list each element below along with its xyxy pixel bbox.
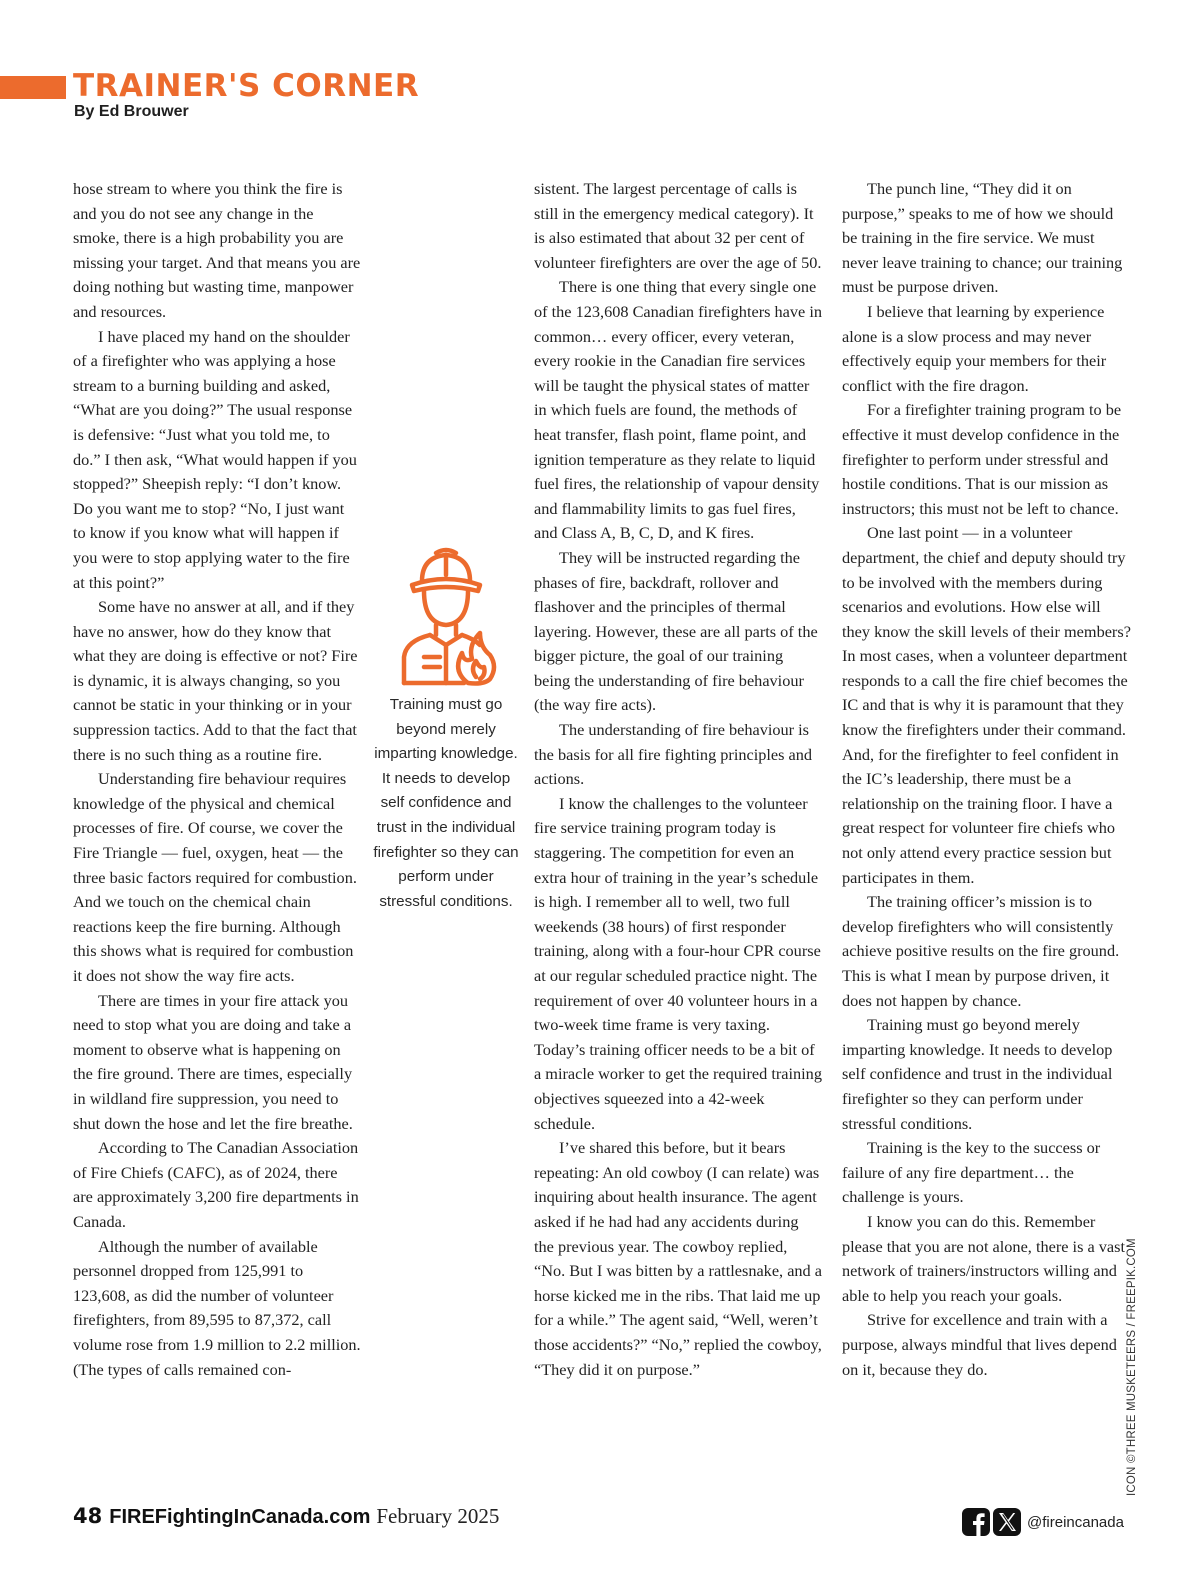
paragraph: The training officer’s mission is to develop firefighters who will consistently achieve positive results on the fire ground. This is what I mean by purpose driven, it does not happen by chance. — [842, 892, 1120, 1010]
paragraph: I’ve shared this before, but it bears repeating: An old cowboy (I can relate) was inquiring about health insurance. The agent asked if he had had any accidents during the previous year. The cowboy replied, “No. But I was bitten by a rattlesnake, and a horse kicked me in the ribs. That laid me up for a while.” The agent said, “Well, weren’t those accidents?” “No,” replied the cowboy, “They did it on purpose.” — [534, 1138, 822, 1379]
paragraph: The punch line, “They did it on purpose,” speaks to me of how we should be training in the fire service. We must never leave training to chance; our training must be purpose driven. — [842, 179, 1123, 297]
paragraph: Some have no answer at all, and if they have no answer, how do they know that what they are doing is effective or not? Fire is dynamic, it is always changing, so you cannot be static in your thinking or in your suppression tactics. Add to that the fact that there is no such thing as a routine fire. — [73, 597, 358, 764]
paragraph: Although the number of available personnel dropped from 125,991 to 123,608, as did the number of volunteer firefighters, from 89,595 to 87,372, call volume rose from 1.9 million to 2.2 million. (The types of calls remained con- — [73, 1236, 361, 1379]
issue-date: February 2025 — [376, 1504, 500, 1528]
firefighter-icon — [390, 545, 502, 687]
paragraph: According to The Canadian Association of Fire Chiefs (CAFC), as of 2024, there are approximately 3,200 fire departments in Canada. — [73, 1138, 359, 1231]
section-title: TRAINER'S CORNER — [73, 68, 420, 104]
footer — [73, 1504, 499, 1536]
paragraph: Training is the key to the success or failure of any fire department… the challenge is yours. — [842, 1138, 1101, 1207]
paragraph: sistent. The largest percentage of calls is still in the emergency medical category). It is also estimated that about 32 per cent of volunteer firefighters are over the age of 50. — [534, 179, 822, 272]
sidebar — [373, 545, 519, 914]
paragraph: Understanding fire behaviour requires knowledge of the physical and chemical processes of fire. Of course, we cover the Fire Triangle — fuel, oxygen, heat — the three basic factors required for combustion. And we touch on the chemical chain reactions keep the fire burning. Although this shows what is required for combustion it does not show the way fire acts. — [73, 769, 357, 985]
paragraph: The understanding of fire behaviour is the basis for all fire fighting principles and actions. — [534, 720, 813, 789]
paragraph: I know you can do this. Remember please that you are not alone, there is a vast network of trainers/instructors willing and able to help you reach your goals. — [842, 1211, 1126, 1305]
page-number: 48 — [73, 1504, 103, 1528]
paragraph: There are times in your fire attack you need to stop what you are doing and take a moment to observe what is happening on the fire ground. There are times, especially in wildland fire suppression, you need to shut down the hose and let the fire breathe. — [73, 990, 353, 1133]
social-handle[interactable]: @fireincanada — [1027, 1513, 1124, 1531]
paragraph: I have placed my hand on the shoulder of a firefighter who was applying a hose stream to a burning building and asked, “What are you doing?” The usual response is defensive: “Just what you told me, to do.” I then ask, “What would happen if you stopped?” Sheepish reply: “I don’t know. Do you want me to stop? “No, I just want to know if you know what will happen if you were to stop applying water to the fire at this point?” — [73, 326, 357, 592]
header-accent-bar — [0, 76, 66, 99]
paragraph: I believe that learning by experience alone is a slow process and may never effectively equip your members for their conflict with the fire dragon. — [842, 301, 1107, 395]
paragraph: Strive for excellence and train with a purpose, always mindful that lives depend on it, because they do. — [842, 1310, 1117, 1379]
paragraph: Training must go beyond merely imparting knowledge. It needs to develop self confidence and trust in the individual firefighter so they can perform under stressful conditions. — [842, 1015, 1113, 1133]
photo-credit: ICON ©THREE MUSKETEERS / FREEPIK.COM — [1126, 1238, 1138, 1496]
facebook-icon[interactable] — [962, 1508, 990, 1536]
byline: By Ed Brouwer — [74, 103, 189, 120]
paragraph: There is one thing that every single one of the 123,608 Canadian firefighters have in common… every officer, every veteran, every rookie in the Canadian fire services will be taught the physical states of matter in which fuels are found, the methods of heat transfer, flash point, flame point, and ignition temperature as they relate to liquid fuel fires, the relationship of vapour density and flammability limits to gas fuel fires, and Class A, B, C, D, and K fires. — [534, 277, 822, 543]
website-link[interactable]: FIREFightingInCanada.com — [109, 1506, 371, 1528]
article-column-3 — [842, 177, 1132, 1382]
x-icon[interactable] — [993, 1508, 1021, 1536]
paragraph: One last point — in a volunteer department, the chief and deputy should try to be involved with the members during scenarios and evolutions. How else will they know the skill levels of their members? In most cases, when a volunteer department responds to a call the fire chief becomes the IC and that is why it is paramount that they know the firefighters under their command. And, for the firefighter to feel confident in the IC’s leadership, there must be a relationship on the training floor. I have a great respect for volunteer fire chiefs who not only attend every practice session but participates in them. — [842, 523, 1131, 887]
paragraph: I know the challenges to the volunteer fire service training program today is staggering. The competition for even an extra hour of training in the year’s schedule is high. I remember all to well, two full weekends (38 hours) of first responder training, along with a four-hour CPR course at our regular scheduled practice night. The requirement of over 40 volunteer hours in a two-week time frame is very taxing. Today’s training officer needs to be a bit of a miracle worker to get the required training objectives squeezed into a 42-week schedule. — [534, 793, 822, 1133]
paragraph: They will be instructed regarding the phases of fire, backdraft, rollover and flashover and the principles of thermal layering. However, these are all parts of the bigger picture, the goal of our training being the understanding of fire behaviour (the way fire acts). — [534, 547, 818, 715]
paragraph: For a firefighter training program to be effective it must develop confidence in the firefighter to perform under stressful and hostile conditions. That is our mission as instructors; this must not be left to chance. — [842, 400, 1122, 518]
article-column-1 — [73, 177, 361, 1382]
pullquote: Training must go beyond merely imparting knowledge. It needs to develop self confidence and trust in the individual firefighter so they can perform under stressful conditions. — [373, 696, 519, 910]
social-links — [962, 1508, 1124, 1536]
article-column-2 — [534, 177, 822, 1382]
paragraph: hose stream to where you think the fire is and you do not see any change in the smoke, there is a high probability you are missing your target. And that means you are doing nothing but wasting time, manpower and resources. — [73, 179, 361, 321]
